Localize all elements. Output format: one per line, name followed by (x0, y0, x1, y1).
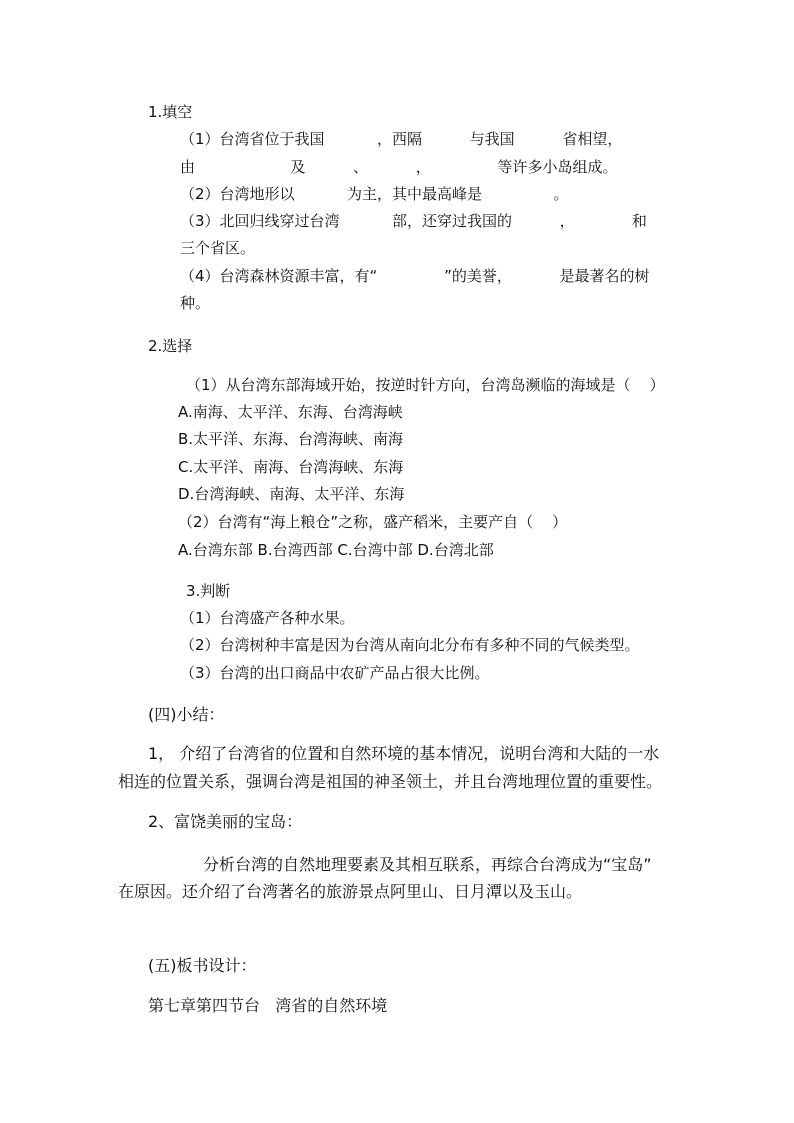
summary-point2-line2: 在原因。还介绍了台湾著名的旅游景点阿里山、日月潭以及玉山。 (118, 882, 583, 901)
choice-q1-option-b: B.太平洋、东海、台湾海峡、南海 (178, 430, 404, 448)
choice-q2-options: A.台湾东部 B.台湾西部 C.台湾中部 D.台湾北部 (178, 541, 494, 559)
board-design-title: 第七章第四节台 湾省的自然环境 (148, 996, 388, 1015)
choice-q1-option-a: A.南海、太平洋、东海、台湾海峡 (178, 403, 403, 421)
choice-q1-option-d: D.台湾海峡、南海、太平洋、东海 (178, 485, 405, 503)
choice-q2: （2）台湾有“海上粮仓”之称，盛产稻米，主要产自（ ） (178, 513, 568, 531)
summary-point1-line2: 相连的位置关系，强调台湾是祖国的神圣领土，并且台湾地理位置的重要性。 (118, 772, 663, 791)
fill-blank-q1-line2: 由 及 、 ， 等许多小岛组成。 (180, 158, 618, 176)
summary-point2-heading: 2、富饶美丽的宝岛： (148, 812, 303, 831)
section-choice-heading: 2.选择 (148, 337, 193, 355)
choice-q1-option-c: C.太平洋、南海、台湾海峡、东海 (178, 458, 404, 476)
fill-blank-q4-line1: （4）台湾森林资源丰富，有“ ”的美誉， 是最著名的树 (180, 267, 650, 285)
section-fill-blank-heading: 1.填空 (148, 103, 193, 121)
fill-blank-q2: （2）台湾地形以 为主，其中最高峰是 。 (180, 185, 569, 203)
fill-blank-q3-line1: （3）北回归线穿过台湾 部，还穿过我国的 ， 和 (180, 212, 647, 230)
summary-point1-line1: 1， 介绍了台湾省的位置和自然环境的基本情况，说明台湾和大陆的一水 (148, 744, 660, 763)
fill-blank-q3-line2: 三个省区。 (180, 239, 256, 257)
judge-q2: （2）台湾树种丰富是因为台湾从南向北分布有多种不同的气候类型。 (180, 636, 640, 654)
judge-q3: （3）台湾的出口商品中农矿产品占很大比例。 (180, 664, 490, 682)
judge-q1: （1）台湾盛产各种水果。 (180, 609, 355, 627)
fill-blank-q4-line2: 种。 (180, 294, 211, 312)
choice-q1: （1）从台湾东部海域开始，按逆时针方向，台湾岛濒临的海域是（ ） (186, 376, 665, 394)
summary-point2-line1: 分析台湾的自然地理要素及其相互联系，再综合台湾成为“宝岛” (203, 855, 652, 874)
fill-blank-q1-line1: （1）台湾省位于我国 ，西隔 与我国 省相望， (180, 130, 623, 148)
section-judge-heading: 3.判断 (186, 582, 231, 600)
summary-heading: (四)小结： (148, 705, 225, 724)
board-design-heading: (五)板书设计： (148, 956, 257, 975)
